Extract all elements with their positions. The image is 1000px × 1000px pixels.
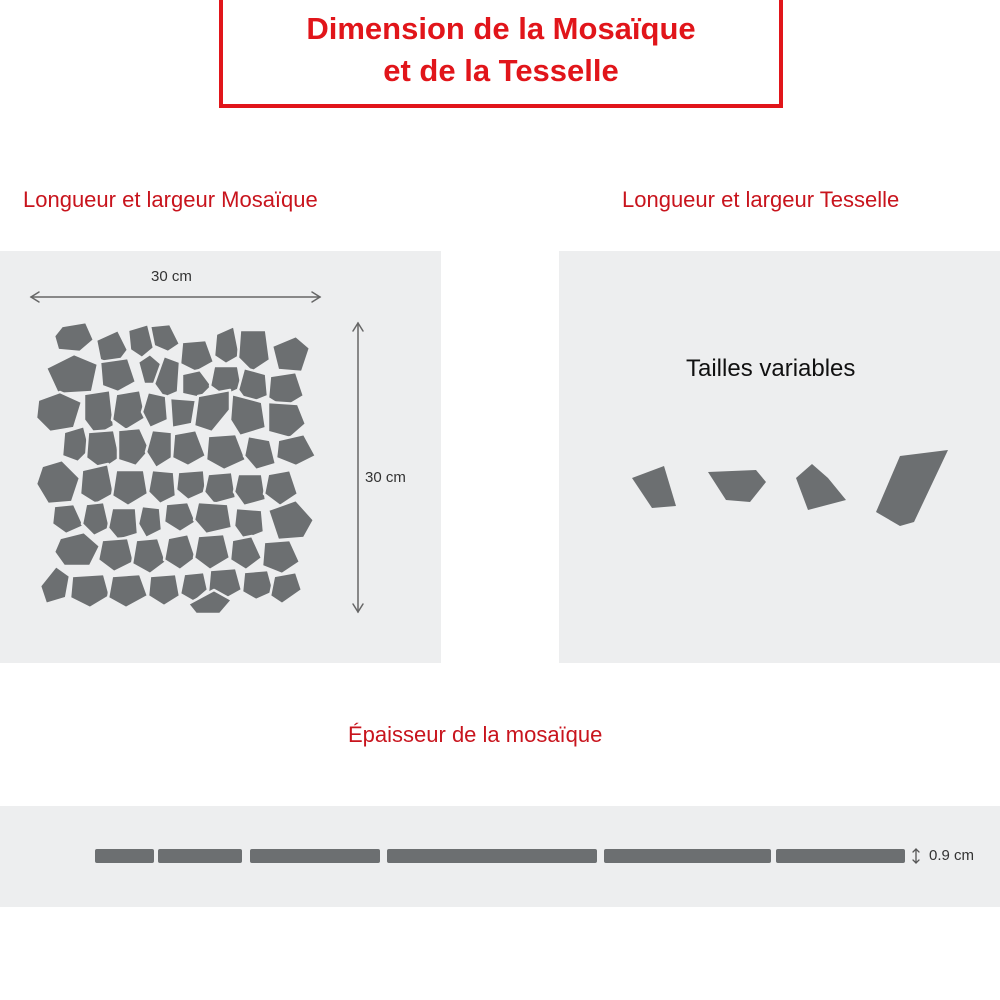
title-line-2: et de la Tesselle (383, 53, 619, 88)
thickness-value-label: 0.9 cm (929, 847, 975, 864)
thickness-label: Épaisseur de la mosaïque (348, 722, 603, 747)
variable-sizes-caption: Tailles variables (686, 355, 856, 382)
mosaic-width-label: 30 cm (151, 268, 192, 285)
title-line-1: Dimension de la Mosaïque (306, 11, 696, 46)
mosaic-height-label: 30 cm (365, 469, 406, 486)
tessera-dimension-label: Longueur et largeur Tesselle (622, 187, 900, 212)
mosaic-dimension-label: Longueur et largeur Mosaïque (23, 187, 318, 212)
